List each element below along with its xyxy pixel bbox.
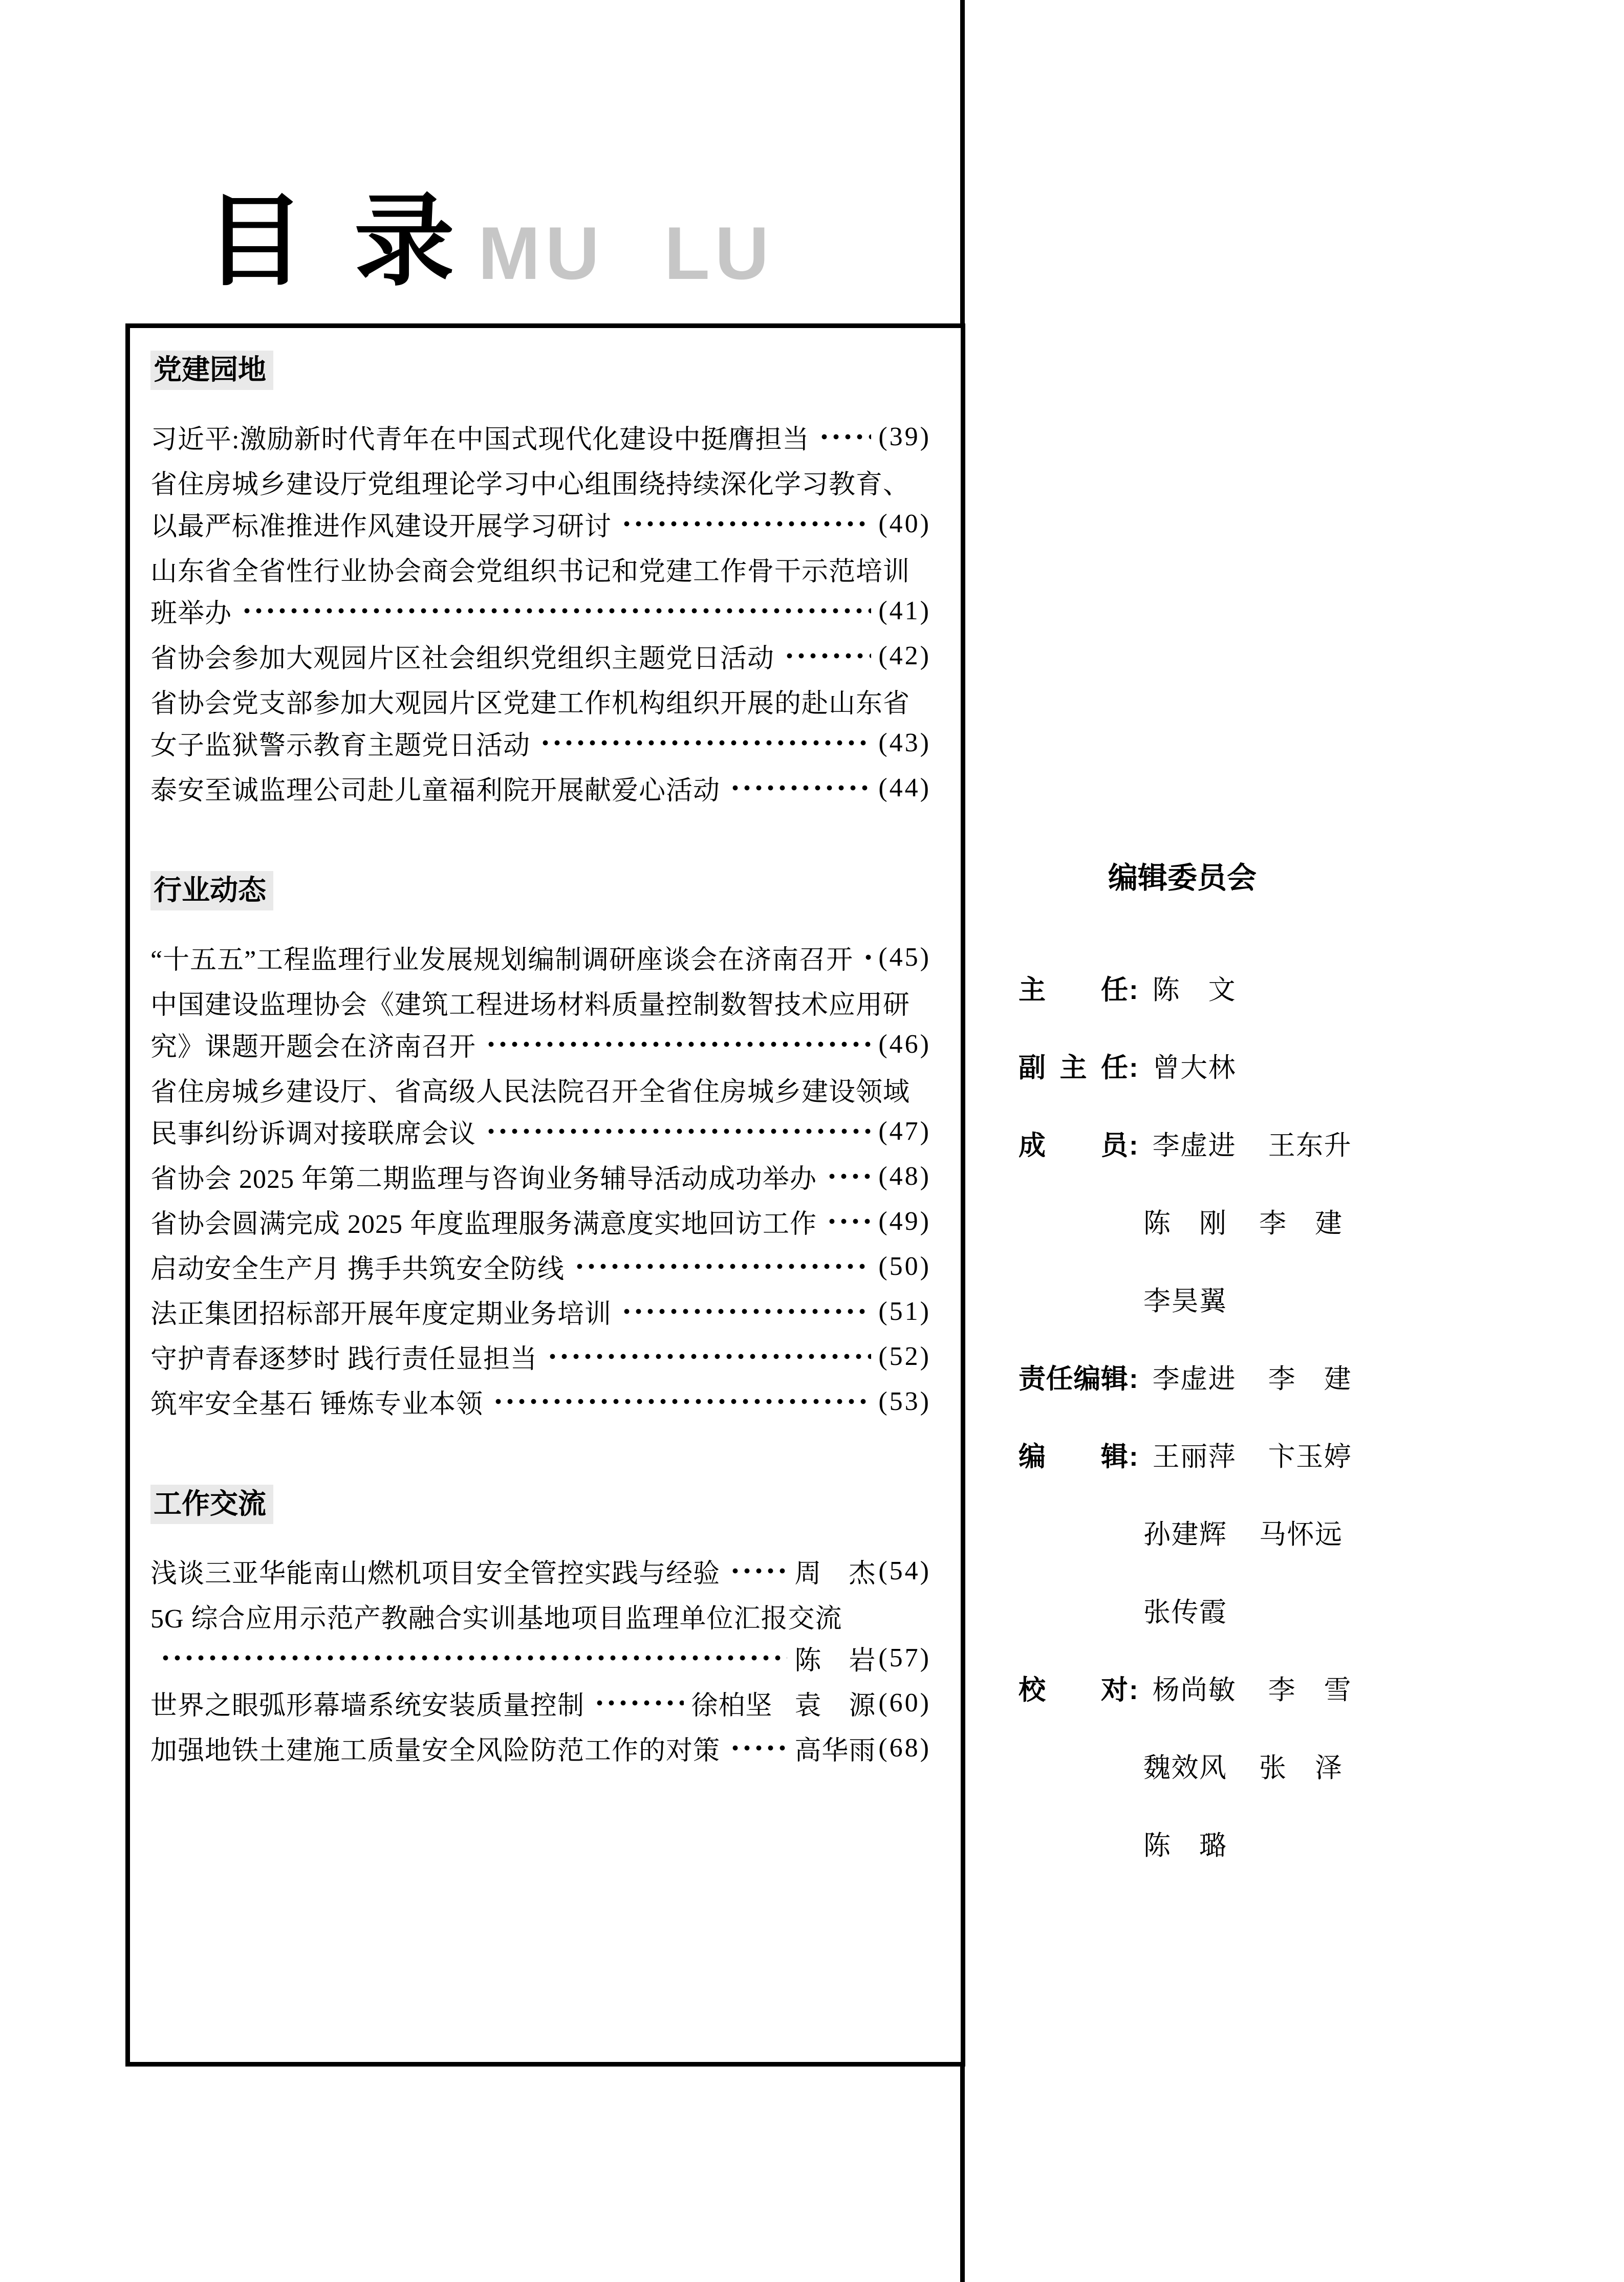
entry-text: “十五五”工程监理行业发展规划编制调研座谈会在济南召开 bbox=[150, 945, 854, 975]
section-heading: 工作交流 bbox=[150, 1485, 273, 1524]
committee-row bbox=[1019, 1591, 1582, 1629]
committee-rows bbox=[1019, 968, 1582, 1863]
toc-box bbox=[125, 323, 965, 2067]
entry-line bbox=[150, 767, 931, 809]
page-number: (68) bbox=[878, 1733, 931, 1763]
entry-text: 省住房城乡建设厅、省高级人民法院召开全省住房城乡建设领域 bbox=[150, 1077, 911, 1107]
entry-text: 5G 综合应用示范产教融合实训基地项目监理单位汇报交流 bbox=[150, 1604, 842, 1634]
entry-text: 启动安全生产月 携手共筑安全防线 bbox=[150, 1254, 565, 1284]
entry-line bbox=[150, 936, 931, 978]
entry-line bbox=[150, 1068, 931, 1110]
member-name: 李建 bbox=[1259, 1209, 1342, 1238]
dotted-leader bbox=[784, 635, 871, 677]
member-name: 孙建辉 bbox=[1143, 1520, 1226, 1550]
toc-entry bbox=[150, 1335, 931, 1377]
page-number: (49) bbox=[878, 1206, 931, 1236]
author-name: 徐柏坚 bbox=[691, 1691, 772, 1721]
member-name: 李昊翼 bbox=[1143, 1287, 1226, 1316]
page-number: (52) bbox=[878, 1341, 931, 1371]
dotted-leader bbox=[241, 590, 871, 632]
page-number: (57) bbox=[878, 1643, 931, 1672]
toc-entry bbox=[150, 1682, 931, 1724]
member-name: 王丽萍 bbox=[1152, 1442, 1236, 1472]
toc-entry bbox=[150, 936, 931, 978]
dotted-leader bbox=[621, 503, 871, 545]
dotted-leader bbox=[729, 1727, 787, 1769]
committee-row bbox=[1019, 968, 1582, 1007]
author-name: 周杰 bbox=[794, 1559, 876, 1589]
committee-row bbox=[1019, 1202, 1582, 1241]
entry-text: 民事纠纷诉调对接联席会议 bbox=[150, 1119, 477, 1149]
committee-row bbox=[1019, 1824, 1582, 1863]
entry-line bbox=[150, 1380, 931, 1422]
member-name: 陈刚 bbox=[1143, 1209, 1226, 1238]
entry-text: 究》课题开题会在济南召开 bbox=[150, 1032, 477, 1062]
member-name: 李雪 bbox=[1268, 1676, 1351, 1705]
dotted-leader bbox=[862, 936, 871, 978]
entry-line bbox=[150, 1155, 931, 1197]
dotted-leader bbox=[492, 1380, 871, 1422]
page-number: (39) bbox=[878, 422, 931, 451]
toc-entry bbox=[150, 1380, 931, 1422]
entry-text: 省协会党支部参加大观园片区党建工作机构组织开展的赴山东省 bbox=[150, 689, 911, 719]
member-name: 李虚进 bbox=[1152, 1364, 1236, 1394]
dotted-leader bbox=[729, 767, 871, 809]
dotted-leader bbox=[818, 416, 871, 458]
toc-entry bbox=[150, 1550, 931, 1592]
page-number: (54) bbox=[878, 1556, 931, 1585]
author-name: 高华雨 bbox=[794, 1736, 876, 1766]
member-name: 魏效风 bbox=[1143, 1753, 1226, 1783]
toc-section bbox=[150, 1425, 931, 1769]
page-number: (41) bbox=[878, 596, 931, 625]
entry-text: 泰安至诚监理公司赴儿童福利院开展献爱心活动 bbox=[150, 776, 721, 806]
dotted-leader bbox=[594, 1682, 684, 1724]
entry-text: 中国建设监理协会《建筑工程进场材料质量控制数智技术应用研 bbox=[150, 990, 911, 1020]
toc-entry bbox=[150, 680, 931, 764]
entry-text: 省协会圆满完成 2025 年度监理服务满意度实地回访工作 bbox=[150, 1209, 817, 1239]
page-number: (46) bbox=[878, 1029, 931, 1059]
entry-line bbox=[150, 1335, 931, 1377]
entry-text: 世界之眼弧形幕墙系统安装质量控制 bbox=[150, 1691, 585, 1721]
entry-line bbox=[150, 1290, 931, 1332]
entry-line bbox=[150, 1023, 931, 1065]
toc-section bbox=[150, 812, 931, 1422]
member-name: 陈文 bbox=[1152, 975, 1236, 1005]
dotted-leader bbox=[547, 1335, 871, 1377]
role-colon: : bbox=[1129, 975, 1138, 1005]
page-title-pinyin: MU LU bbox=[478, 211, 774, 295]
entry-line bbox=[150, 548, 931, 590]
page-number: (40) bbox=[878, 509, 931, 538]
member-name: 卞玉婷 bbox=[1268, 1442, 1351, 1472]
page-number: (60) bbox=[878, 1688, 931, 1718]
dotted-leader bbox=[574, 1245, 871, 1287]
entry-text: 浅谈三亚华能南山燃机项目安全管控实践与经验 bbox=[150, 1559, 721, 1589]
role-colon: : bbox=[1129, 1053, 1138, 1083]
dotted-leader bbox=[539, 722, 871, 764]
entry-line bbox=[150, 1595, 931, 1637]
role-label: 主任 bbox=[1019, 975, 1128, 1005]
committee-row bbox=[1019, 1746, 1582, 1785]
author-name: 袁源 bbox=[794, 1691, 876, 1721]
dotted-leader bbox=[485, 1023, 871, 1065]
entry-line bbox=[150, 1110, 931, 1152]
committee-row bbox=[1019, 1435, 1582, 1474]
entry-line bbox=[150, 461, 931, 503]
member-name: 张泽 bbox=[1259, 1753, 1342, 1783]
toc-entry bbox=[150, 1290, 931, 1332]
entry-text: 习近平:激励新时代青年在中国式现代化建设中挺膺担当 bbox=[150, 425, 810, 454]
entry-text: 省住房城乡建设厅党组理论学习中心组围绕持续深化学习教育、 bbox=[150, 470, 911, 499]
committee-row bbox=[1019, 1279, 1582, 1318]
committee-row bbox=[1019, 1124, 1582, 1163]
entry-text: 班举办 bbox=[150, 599, 232, 628]
member-name: 马怀远 bbox=[1259, 1520, 1342, 1550]
toc-entry bbox=[150, 767, 931, 809]
entry-line bbox=[150, 981, 931, 1023]
toc-content bbox=[130, 328, 961, 1769]
entry-line bbox=[150, 1637, 931, 1679]
toc-entry bbox=[150, 1595, 931, 1679]
entry-line bbox=[150, 416, 931, 458]
entry-text: 筑牢安全基石 锤炼专业本领 bbox=[150, 1389, 484, 1419]
member-name: 曾大林 bbox=[1152, 1053, 1236, 1083]
section-heading: 党建园地 bbox=[150, 351, 273, 390]
entry-text: 山东省全省性行业协会商会党组织书记和党建工作骨干示范培训 bbox=[150, 557, 911, 586]
toc-entry bbox=[150, 635, 931, 677]
dotted-leader bbox=[485, 1110, 871, 1152]
entry-text: 加强地铁土建施工质量安全风险防范工作的对策 bbox=[150, 1736, 721, 1766]
dotted-leader bbox=[160, 1637, 787, 1679]
toc-entry bbox=[150, 1155, 931, 1197]
section-heading: 行业动态 bbox=[150, 871, 273, 910]
role-colon: : bbox=[1129, 1442, 1138, 1472]
dotted-leader bbox=[621, 1290, 871, 1332]
role-label: 编辑 bbox=[1019, 1442, 1128, 1472]
role-label: 校对 bbox=[1019, 1675, 1128, 1705]
member-name: 李建 bbox=[1268, 1364, 1351, 1394]
committee-row bbox=[1019, 1513, 1582, 1552]
entry-text: 女子监狱警示教育主题党日活动 bbox=[150, 731, 531, 760]
masthead bbox=[205, 185, 774, 297]
entry-line bbox=[150, 1682, 931, 1724]
toc-entry bbox=[150, 1727, 931, 1769]
entry-line bbox=[150, 503, 931, 545]
page-number: (50) bbox=[878, 1251, 931, 1281]
toc-entry bbox=[150, 416, 931, 458]
entry-text: 以最严标准推进作风建设开展学习研讨 bbox=[150, 512, 612, 541]
member-name: 李虚进 bbox=[1152, 1131, 1236, 1161]
entry-text: 守护青春逐梦时 践行责任显担当 bbox=[150, 1344, 538, 1374]
entry-line bbox=[150, 722, 931, 764]
entry-line bbox=[150, 1200, 931, 1242]
member-name: 陈璐 bbox=[1143, 1831, 1226, 1861]
entry-line bbox=[150, 635, 931, 677]
role-colon: : bbox=[1129, 1675, 1138, 1705]
toc-entry bbox=[150, 981, 931, 1065]
role-colon: : bbox=[1129, 1131, 1138, 1161]
page-number: (47) bbox=[878, 1116, 931, 1146]
role-colon: : bbox=[1129, 1364, 1138, 1394]
entry-line bbox=[150, 590, 931, 632]
toc-entry bbox=[150, 1068, 931, 1152]
toc-entry bbox=[150, 1200, 931, 1242]
entry-line bbox=[150, 680, 931, 722]
page-number: (45) bbox=[878, 942, 931, 972]
toc-entry bbox=[150, 1245, 931, 1287]
page-number: (43) bbox=[878, 728, 931, 757]
role-label: 副主任 bbox=[1019, 1053, 1128, 1083]
page-number: (51) bbox=[878, 1296, 931, 1326]
member-name: 杨尚敏 bbox=[1152, 1676, 1236, 1705]
dotted-leader bbox=[729, 1550, 787, 1592]
toc-entry bbox=[150, 461, 931, 545]
page-number: (44) bbox=[878, 773, 931, 802]
page-number: (42) bbox=[878, 641, 931, 670]
committee-row bbox=[1019, 1046, 1582, 1085]
member-name: 王东升 bbox=[1268, 1131, 1351, 1161]
entry-line bbox=[150, 1550, 931, 1592]
role-label: 成员 bbox=[1019, 1131, 1128, 1161]
toc-section bbox=[150, 339, 931, 809]
entry-line bbox=[150, 1727, 931, 1769]
committee-title: 编辑委员会 bbox=[1108, 861, 1257, 895]
member-name: 张传霞 bbox=[1143, 1598, 1226, 1627]
entry-text: 省协会 2025 年第二期监理与咨询业务辅导活动成功举办 bbox=[150, 1164, 817, 1194]
committee-row bbox=[1019, 1357, 1582, 1396]
dotted-leader bbox=[826, 1155, 871, 1197]
author-name: 陈岩 bbox=[794, 1646, 876, 1676]
role-label: 责任编辑 bbox=[1019, 1364, 1128, 1394]
committee-row bbox=[1019, 1668, 1582, 1707]
dotted-leader bbox=[826, 1200, 871, 1242]
entry-text: 法正集团招标部开展年度定期业务培训 bbox=[150, 1299, 612, 1329]
entry-line bbox=[150, 1245, 931, 1287]
page-number: (53) bbox=[878, 1386, 931, 1416]
toc-entry bbox=[150, 548, 931, 632]
page-title: 目录 bbox=[205, 185, 454, 297]
entry-text: 省协会参加大观园片区社会组织党组织主题党日活动 bbox=[150, 644, 775, 673]
editorial-committee bbox=[1019, 854, 1582, 1902]
page-number: (48) bbox=[878, 1161, 931, 1191]
